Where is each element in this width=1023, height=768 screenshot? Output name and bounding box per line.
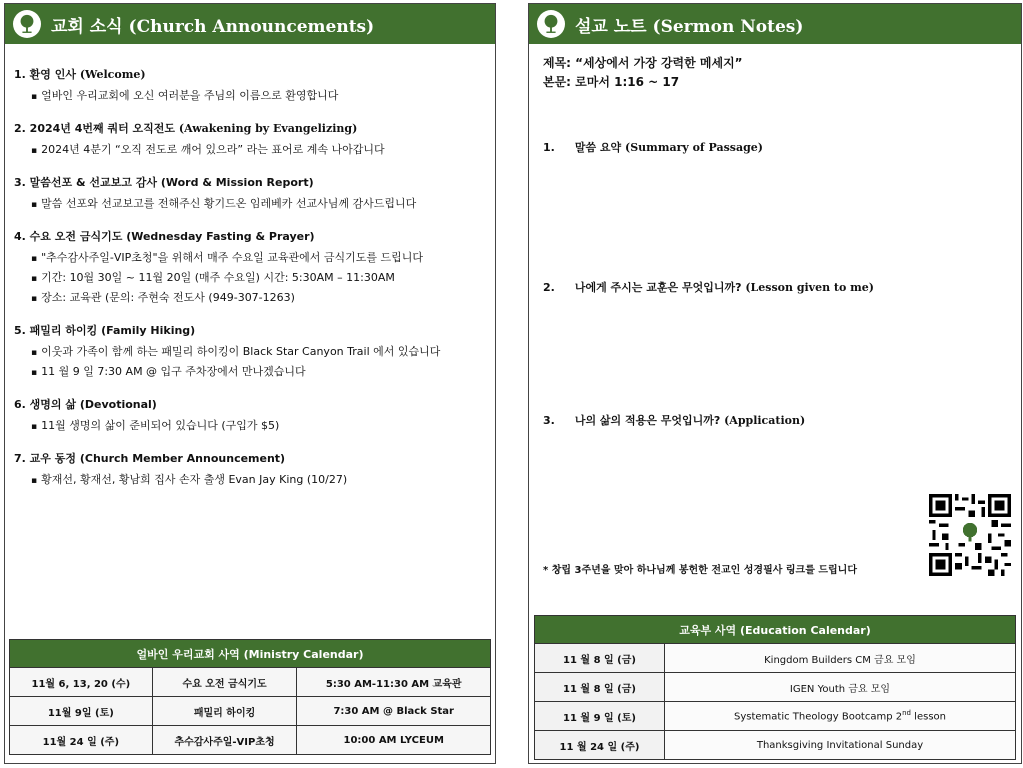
announcement-title-ko: 5. 패밀리 하이킹 bbox=[14, 324, 98, 337]
announcement-bullet: ▪ 얼바인 우리교회에 오신 여러분을 주님의 이름으로 환영합니다 bbox=[31, 89, 487, 104]
section-title-en: (Summary of Passage) bbox=[625, 141, 764, 154]
announcement-title-en: (Wednesday Fasting & Prayer) bbox=[126, 230, 315, 243]
announcement-title-ko: 1. 환영 인사 bbox=[14, 68, 76, 81]
church-tree-logo-icon bbox=[537, 10, 565, 38]
qr-code-icon[interactable] bbox=[929, 494, 1011, 576]
announcement-title bbox=[14, 120, 487, 136]
section-title-en: (Lesson given to me) bbox=[745, 281, 874, 294]
announcement-bullet: ▪ 11 월 9 일 7:30 AM @ 입구 주차장에서 만나겠습니다 bbox=[31, 365, 487, 380]
calendar-row bbox=[10, 668, 491, 697]
announcement-item bbox=[14, 66, 487, 104]
announcement-bullet: ▪ 2024년 4분기 “오직 전도로 깨어 있으라” 라는 표어로 계속 나아갑니다 bbox=[31, 143, 487, 158]
church-announcements-panel bbox=[4, 3, 496, 764]
calendar-date: 11 월 8 일 (금) bbox=[535, 673, 665, 702]
section-title-ko: 나의 삶의 적용은 무엇입니까? bbox=[574, 414, 721, 427]
announcements-banner bbox=[5, 4, 495, 44]
section-summary bbox=[543, 139, 763, 155]
church-tree-logo-icon bbox=[13, 10, 41, 38]
calendar-date: 11월 9일 (토) bbox=[10, 697, 153, 726]
announcement-title-en: (Welcome) bbox=[79, 68, 146, 81]
section-title-en: (Application) bbox=[724, 414, 806, 427]
calendar-date: 11 월 24 일 (주) bbox=[535, 731, 665, 760]
announcement-bullet: ▪ 말씀 선포와 선교보고를 전해주신 황기드온 임레베카 선교사님께 감사드립니다 bbox=[31, 197, 487, 212]
calendar-event: 수요 오전 금식기도 bbox=[152, 668, 297, 697]
calendar-row bbox=[535, 702, 1016, 731]
ministry-calendar bbox=[9, 639, 491, 755]
calendar-time-place: 7:30 AM @ Black Star bbox=[297, 697, 491, 726]
sermon-title-ko: 설교 노트 bbox=[575, 16, 647, 37]
calendar-row bbox=[10, 726, 491, 755]
sermon-passage: 본문: 로마서 1:16 ~ 17 bbox=[543, 75, 680, 89]
announcement-bullet: ▪ 기간: 10월 30일 ~ 11월 20일 (매주 수요일) 시간: 5:30AM – 11:30AM bbox=[31, 271, 487, 286]
announcement-title-en: (Word & Mission Report) bbox=[160, 176, 314, 189]
announcement-bullet: ▪ "추수감사주일-VIP초청"을 위해서 매주 수요일 교육관에서 금식기도를 드립니다 bbox=[31, 251, 487, 266]
announcement-title bbox=[14, 66, 487, 82]
education-calendar-header: 교육부 사역 (Education Calendar) bbox=[535, 616, 1016, 644]
sermon-title-en: (Sermon Notes) bbox=[652, 16, 804, 37]
calendar-date: 11 월 9 일 (토) bbox=[535, 702, 665, 731]
announcement-item bbox=[14, 174, 487, 212]
calendar-row bbox=[535, 731, 1016, 760]
calendar-date: 11 월 8 일 (금) bbox=[535, 644, 665, 673]
sermon-notes-panel bbox=[528, 3, 1022, 764]
announcement-bullet: ▪ 황재선, 황재선, 황남희 집사 손자 출생 Evan Jay King (10/27) bbox=[31, 473, 487, 488]
announcement-item bbox=[14, 450, 487, 488]
section-title-ko: 말씀 요약 bbox=[574, 141, 622, 154]
calendar-event: 패밀리 하이킹 bbox=[152, 697, 297, 726]
announcement-title bbox=[14, 396, 487, 412]
announcement-title-ko: 6. 생명의 삶 bbox=[14, 398, 76, 411]
announcement-title-ko: 4. 수요 오전 금식기도 bbox=[14, 230, 123, 243]
education-calendar bbox=[534, 615, 1016, 760]
section-number: 1. bbox=[543, 141, 555, 154]
announcement-list bbox=[14, 66, 487, 504]
ministry-calendar-header: 얼바인 우리교회 사역 (Ministry Calendar) bbox=[10, 640, 491, 668]
calendar-event: 추수감사주일-VIP초청 bbox=[152, 726, 297, 755]
announcement-item bbox=[14, 120, 487, 158]
sermon-title bbox=[575, 12, 803, 37]
section-number: 2. bbox=[543, 281, 555, 294]
announcement-title-ko: 3. 말씀선포 & 선교보고 감사 bbox=[14, 176, 158, 189]
announcement-title bbox=[14, 174, 487, 190]
calendar-time-place: 5:30 AM-11:30 AM 교육관 bbox=[297, 668, 491, 697]
announcement-bullet: ▪ 장소: 교육관 (문의: 주현숙 전도사 (949-307-1263) bbox=[31, 291, 487, 306]
sermon-banner bbox=[529, 4, 1021, 44]
calendar-event: IGEN Youth 금요 모임 bbox=[665, 673, 1016, 702]
announcement-title bbox=[14, 450, 487, 466]
calendar-time-place: 10:00 AM LYCEUM bbox=[297, 726, 491, 755]
calendar-event: Systematic Theology Bootcamp 2nd lesson bbox=[665, 702, 1016, 731]
announcement-title bbox=[14, 228, 487, 244]
announcement-title-en: (Awakening by Evangelizing) bbox=[178, 122, 358, 135]
calendar-event: Kingdom Builders CM 금요 모임 bbox=[665, 644, 1016, 673]
announcement-item bbox=[14, 322, 487, 380]
section-number: 3. bbox=[543, 414, 555, 427]
announcement-bullet: ▪ 11월 생명의 삶이 준비되어 있습니다 (구입가 $5) bbox=[31, 419, 487, 434]
announcement-title-en: (Family Hiking) bbox=[101, 324, 196, 337]
announcement-title-en: (Devotional) bbox=[79, 398, 157, 411]
calendar-row bbox=[535, 644, 1016, 673]
sermon-subject: 제목: “세상에서 가장 강력한 메세지” bbox=[543, 56, 743, 70]
bible-transcription-note: * 창립 3주년을 맞아 하나님께 봉헌한 전교인 성경필사 링크를 드립니다 bbox=[543, 565, 858, 576]
sermon-header bbox=[543, 54, 743, 92]
announcements-title-ko: 교회 소식 bbox=[51, 16, 123, 37]
calendar-date: 11월 6, 13, 20 (수) bbox=[10, 668, 153, 697]
calendar-event: Thanksgiving Invitational Sunday bbox=[665, 731, 1016, 760]
announcement-title-ko: 2. 2024년 4번째 쿼터 오직전도 bbox=[14, 122, 176, 135]
announcement-item bbox=[14, 396, 487, 434]
calendar-date: 11월 24 일 (주) bbox=[10, 726, 153, 755]
calendar-row bbox=[10, 697, 491, 726]
announcements-title-en: (Church Announcements) bbox=[128, 16, 375, 37]
announcement-bullet: ▪ 이웃과 가족이 함께 하는 패밀리 하이킹이 Black Star Canyon Trail 에서 있습니다 bbox=[31, 345, 487, 360]
announcement-title-ko: 7. 교우 동정 bbox=[14, 452, 76, 465]
announcement-title bbox=[14, 322, 487, 338]
section-application bbox=[543, 412, 805, 428]
announcements-title bbox=[51, 12, 374, 37]
calendar-row bbox=[535, 673, 1016, 702]
announcement-title-en: (Church Member Announcement) bbox=[79, 452, 286, 465]
announcement-item bbox=[14, 228, 487, 306]
section-title-ko: 나에게 주시는 교훈은 무엇입니까? bbox=[574, 281, 742, 294]
section-lesson bbox=[543, 279, 874, 295]
